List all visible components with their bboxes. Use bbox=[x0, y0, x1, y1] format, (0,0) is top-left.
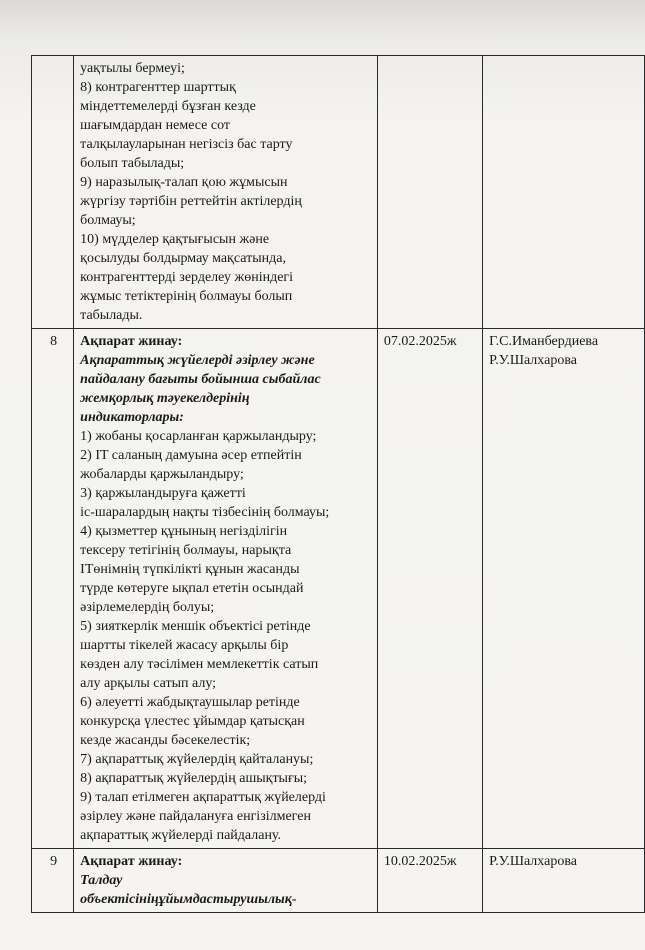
row-subheading: объектісініңұйымдастырушылық- bbox=[80, 892, 297, 907]
row-description bbox=[74, 329, 378, 849]
text-line: 5) зияткерлік меншік объектісі ретінде bbox=[80, 619, 311, 634]
text-line: көзден алу тәсілімен мемлекеттік сатып bbox=[80, 657, 319, 672]
text-line: шағымдардан немесе сот bbox=[80, 118, 231, 133]
text-line: қосылуды болдырмау мақсатында, bbox=[80, 251, 286, 266]
row-number: 8 bbox=[32, 329, 74, 849]
text-line: 6) әлеуетті жабдықтаушылар ретінде bbox=[80, 695, 300, 710]
responsible-person: Г.С.Иманбердиева bbox=[489, 334, 599, 349]
row-heading: Ақпарат жинау: bbox=[80, 854, 183, 869]
text-line: тексеру тетігінің болмауы, нарықта bbox=[80, 543, 292, 558]
row-subheading: индикаторлары: bbox=[80, 410, 184, 425]
row-heading: Ақпарат жинау: bbox=[80, 334, 183, 349]
text-line: 1) жобаны қосарланған қаржыландыру; bbox=[80, 429, 317, 444]
responsible-person: Р.У.Шалхарова bbox=[489, 854, 577, 869]
table-row bbox=[32, 329, 645, 849]
text-line: әзірлемелердің болуы; bbox=[80, 600, 215, 615]
text-line: 8) контрагенттер шарттық bbox=[80, 80, 236, 95]
text-line: жобаларды қаржыландыру; bbox=[80, 467, 244, 482]
row-subheading: Талдау bbox=[80, 873, 123, 888]
text-line: 8) ақпараттық жүйелердің ашықтығы; bbox=[80, 771, 307, 786]
text-line: әзірлеу және пайдалануға енгізілмеген bbox=[80, 809, 311, 824]
row-responsible bbox=[483, 56, 645, 329]
text-line: 3) қаржыландыруға қажетті bbox=[80, 486, 246, 501]
text-line: табылады. bbox=[80, 308, 143, 323]
text-line: контрагенттерді зерделеу жөніндегі bbox=[80, 270, 294, 285]
text-line: уақтылы бермеуі; bbox=[80, 61, 185, 76]
table-row bbox=[32, 849, 645, 913]
text-line: конкурсқа үлестес ұйымдар қатысқан bbox=[80, 714, 305, 729]
text-line: міндеттемелерді бұзған кезде bbox=[80, 99, 256, 114]
row-description bbox=[74, 56, 378, 329]
row-number bbox=[32, 56, 74, 329]
text-line: ақпараттық жүйелерді пайдалану. bbox=[80, 828, 282, 843]
row-number: 9 bbox=[32, 849, 74, 913]
text-line: 10) мүдделер қақтығысын және bbox=[80, 232, 270, 247]
text-line: 2) IT саланың дамуына әсер етпейтін bbox=[80, 448, 302, 463]
measures-table bbox=[31, 55, 645, 913]
text-line: болып табылады; bbox=[80, 156, 185, 171]
row-subheading: пайдалану бағыты бойынша сыбайлас bbox=[80, 372, 321, 387]
row-subheading: Ақпараттық жүйелерді әзірлеу және bbox=[80, 353, 315, 368]
row-description bbox=[74, 849, 378, 913]
table-row bbox=[32, 56, 645, 329]
row-responsible bbox=[483, 329, 645, 849]
text-line: талқылауларынан негізсіз бас тарту bbox=[80, 137, 293, 152]
row-subheading: жемқорлық тәуекелдерінің bbox=[80, 391, 250, 406]
text-line: іс-шаралардың нақты тізбесінің болмауы; bbox=[80, 505, 330, 520]
row-date: 10.02.2025ж bbox=[377, 849, 482, 913]
row-date: 07.02.2025ж bbox=[377, 329, 482, 849]
text-line: кезде жасанды бәсекелестік; bbox=[80, 733, 251, 748]
text-line: 9) талап етілмеген ақпараттық жүйелерді bbox=[80, 790, 326, 805]
text-line: 4) қызметтер құнының негізділігін bbox=[80, 524, 288, 539]
text-line: жүргізу тәртібін реттейтін актілердің bbox=[80, 194, 302, 209]
text-line: шартты тікелей жасасу арқылы бір bbox=[80, 638, 289, 653]
row-date bbox=[377, 56, 482, 329]
text-line: алу арқылы сатып алу; bbox=[80, 676, 217, 691]
text-line: 7) ақпараттық жүйелердің қайталануы; bbox=[80, 752, 314, 767]
row-responsible bbox=[483, 849, 645, 913]
text-line: болмауы; bbox=[80, 213, 136, 228]
text-line: ITөнімнің түпкілікті құнын жасанды bbox=[80, 562, 300, 577]
responsible-person: Р.У.Шалхарова bbox=[489, 353, 577, 368]
text-line: түрде көтеруге ықпал ететін осындай bbox=[80, 581, 304, 596]
text-line: 9) наразылық-талап қою жұмысын bbox=[80, 175, 288, 190]
text-line: жұмыс тетіктерінің болмауы болып bbox=[80, 289, 293, 304]
